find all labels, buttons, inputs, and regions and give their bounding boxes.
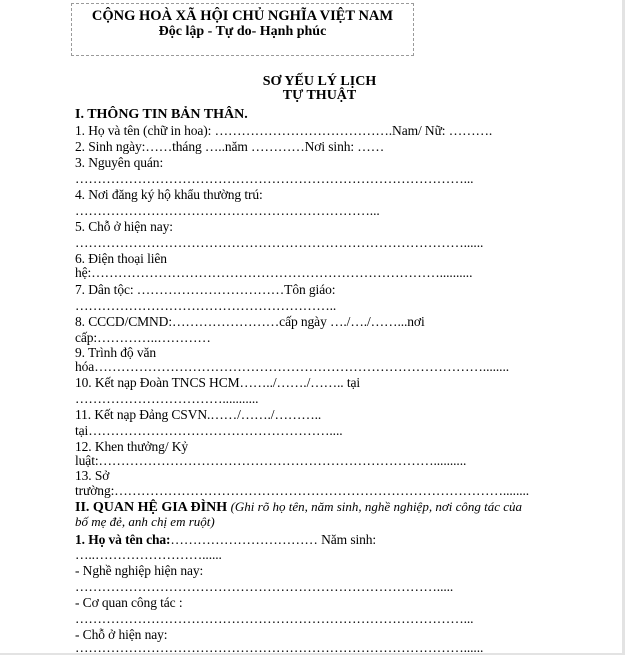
form-line: 6. Điện thoại liên	[75, 251, 167, 266]
form-line: - Nghề nghiệp hiện nay:	[75, 563, 204, 578]
form-line: 10. Kết nạp Đoàn TNCS HCM……../……./…….. tại	[75, 375, 361, 390]
form-line: ……………………………………………………………………….....	[75, 579, 454, 594]
form-line: hệ:……………………………………………………………………..........	[75, 265, 473, 280]
form-line: ……………………………………………………………………………...	[75, 611, 474, 626]
form-line: 7. Dân tộc: ……………………………Tôn giáo:	[75, 282, 336, 297]
section-family-note-cont: bố mẹ đẻ, anh chị em ruột)	[75, 514, 215, 529]
form-line: 1. Họ và tên (chữ in hoa): ………………………………….Nam/ Nữ: ……….	[75, 123, 493, 138]
form-line: tại………………………………………………....	[75, 423, 343, 438]
form-line: - Chỗ ở hiện nay:	[75, 627, 168, 642]
form-line: 3. Nguyên quán:	[75, 155, 164, 170]
form-line: 4. Nơi đăng ký hộ khẩu thường trú:	[75, 187, 263, 202]
document-title: SƠ YẾU LÝ LỊCH	[262, 74, 377, 89]
form-line: - Cơ quan công tác :	[75, 595, 183, 610]
form-line: hóa……………………………………………………………………………........	[75, 359, 509, 374]
form-line: 12. Khen thưởng/ Kỷ	[75, 439, 189, 454]
form-line: 13. Sở	[75, 468, 110, 483]
form-line: 5. Chỗ ở hiện nay:	[75, 219, 173, 234]
section-personal-info-heading: I. THÔNG TIN BẢN THÂN.	[75, 107, 248, 122]
form-line: 9. Trình độ văn	[75, 345, 157, 360]
form-line: ……………………………………………………………………………...	[75, 171, 474, 186]
form-line: 2. Sinh ngày:……tháng …..năm …………Nơi sinh: ……	[75, 139, 385, 154]
form-line: …………………………………………………..	[75, 298, 337, 313]
document-subtitle: TỰ THUẬT	[282, 88, 357, 103]
form-line: …………………………………………………………...	[75, 203, 380, 218]
form-line: 11. Kết nạp Đảng CSVN.……/……./………..	[75, 407, 322, 422]
form-line: cấp:…………..…………	[75, 330, 211, 345]
father-name-label: 1. Họ và tên cha:	[75, 532, 171, 547]
form-line: ……………………………………………………………………………......	[75, 235, 484, 250]
father-name-rest: …………………………… Năm sinh:	[170, 532, 377, 547]
section-family-note: (Ghi rõ họ tên, năm sinh, nghề nghiệp, nơi công tác của	[230, 499, 523, 514]
form-line: ……………………………………………………………………………......	[75, 640, 484, 655]
form-line: trường:……………………………………………………………………………........	[75, 483, 530, 498]
national-motto: Độc lập - Tự do- Hạnh phúc	[158, 24, 327, 39]
national-header-box	[71, 3, 414, 56]
form-line: ……………………………...........	[75, 391, 259, 406]
form-line: luật:…………………………………………………………………..........	[75, 453, 467, 468]
section-family-title: II. QUAN HỆ GIA ĐÌNH	[75, 500, 228, 515]
national-name: CỘNG HOÀ XÃ HỘI CHỦ NGHĨA VIỆT NAM	[91, 8, 394, 24]
father-name-line	[75, 532, 376, 548]
form-line: 8. CCCD/CMND:……………………cấp ngày …./…./……...nơi	[75, 314, 425, 329]
form-line: …..……………………......	[75, 547, 222, 562]
